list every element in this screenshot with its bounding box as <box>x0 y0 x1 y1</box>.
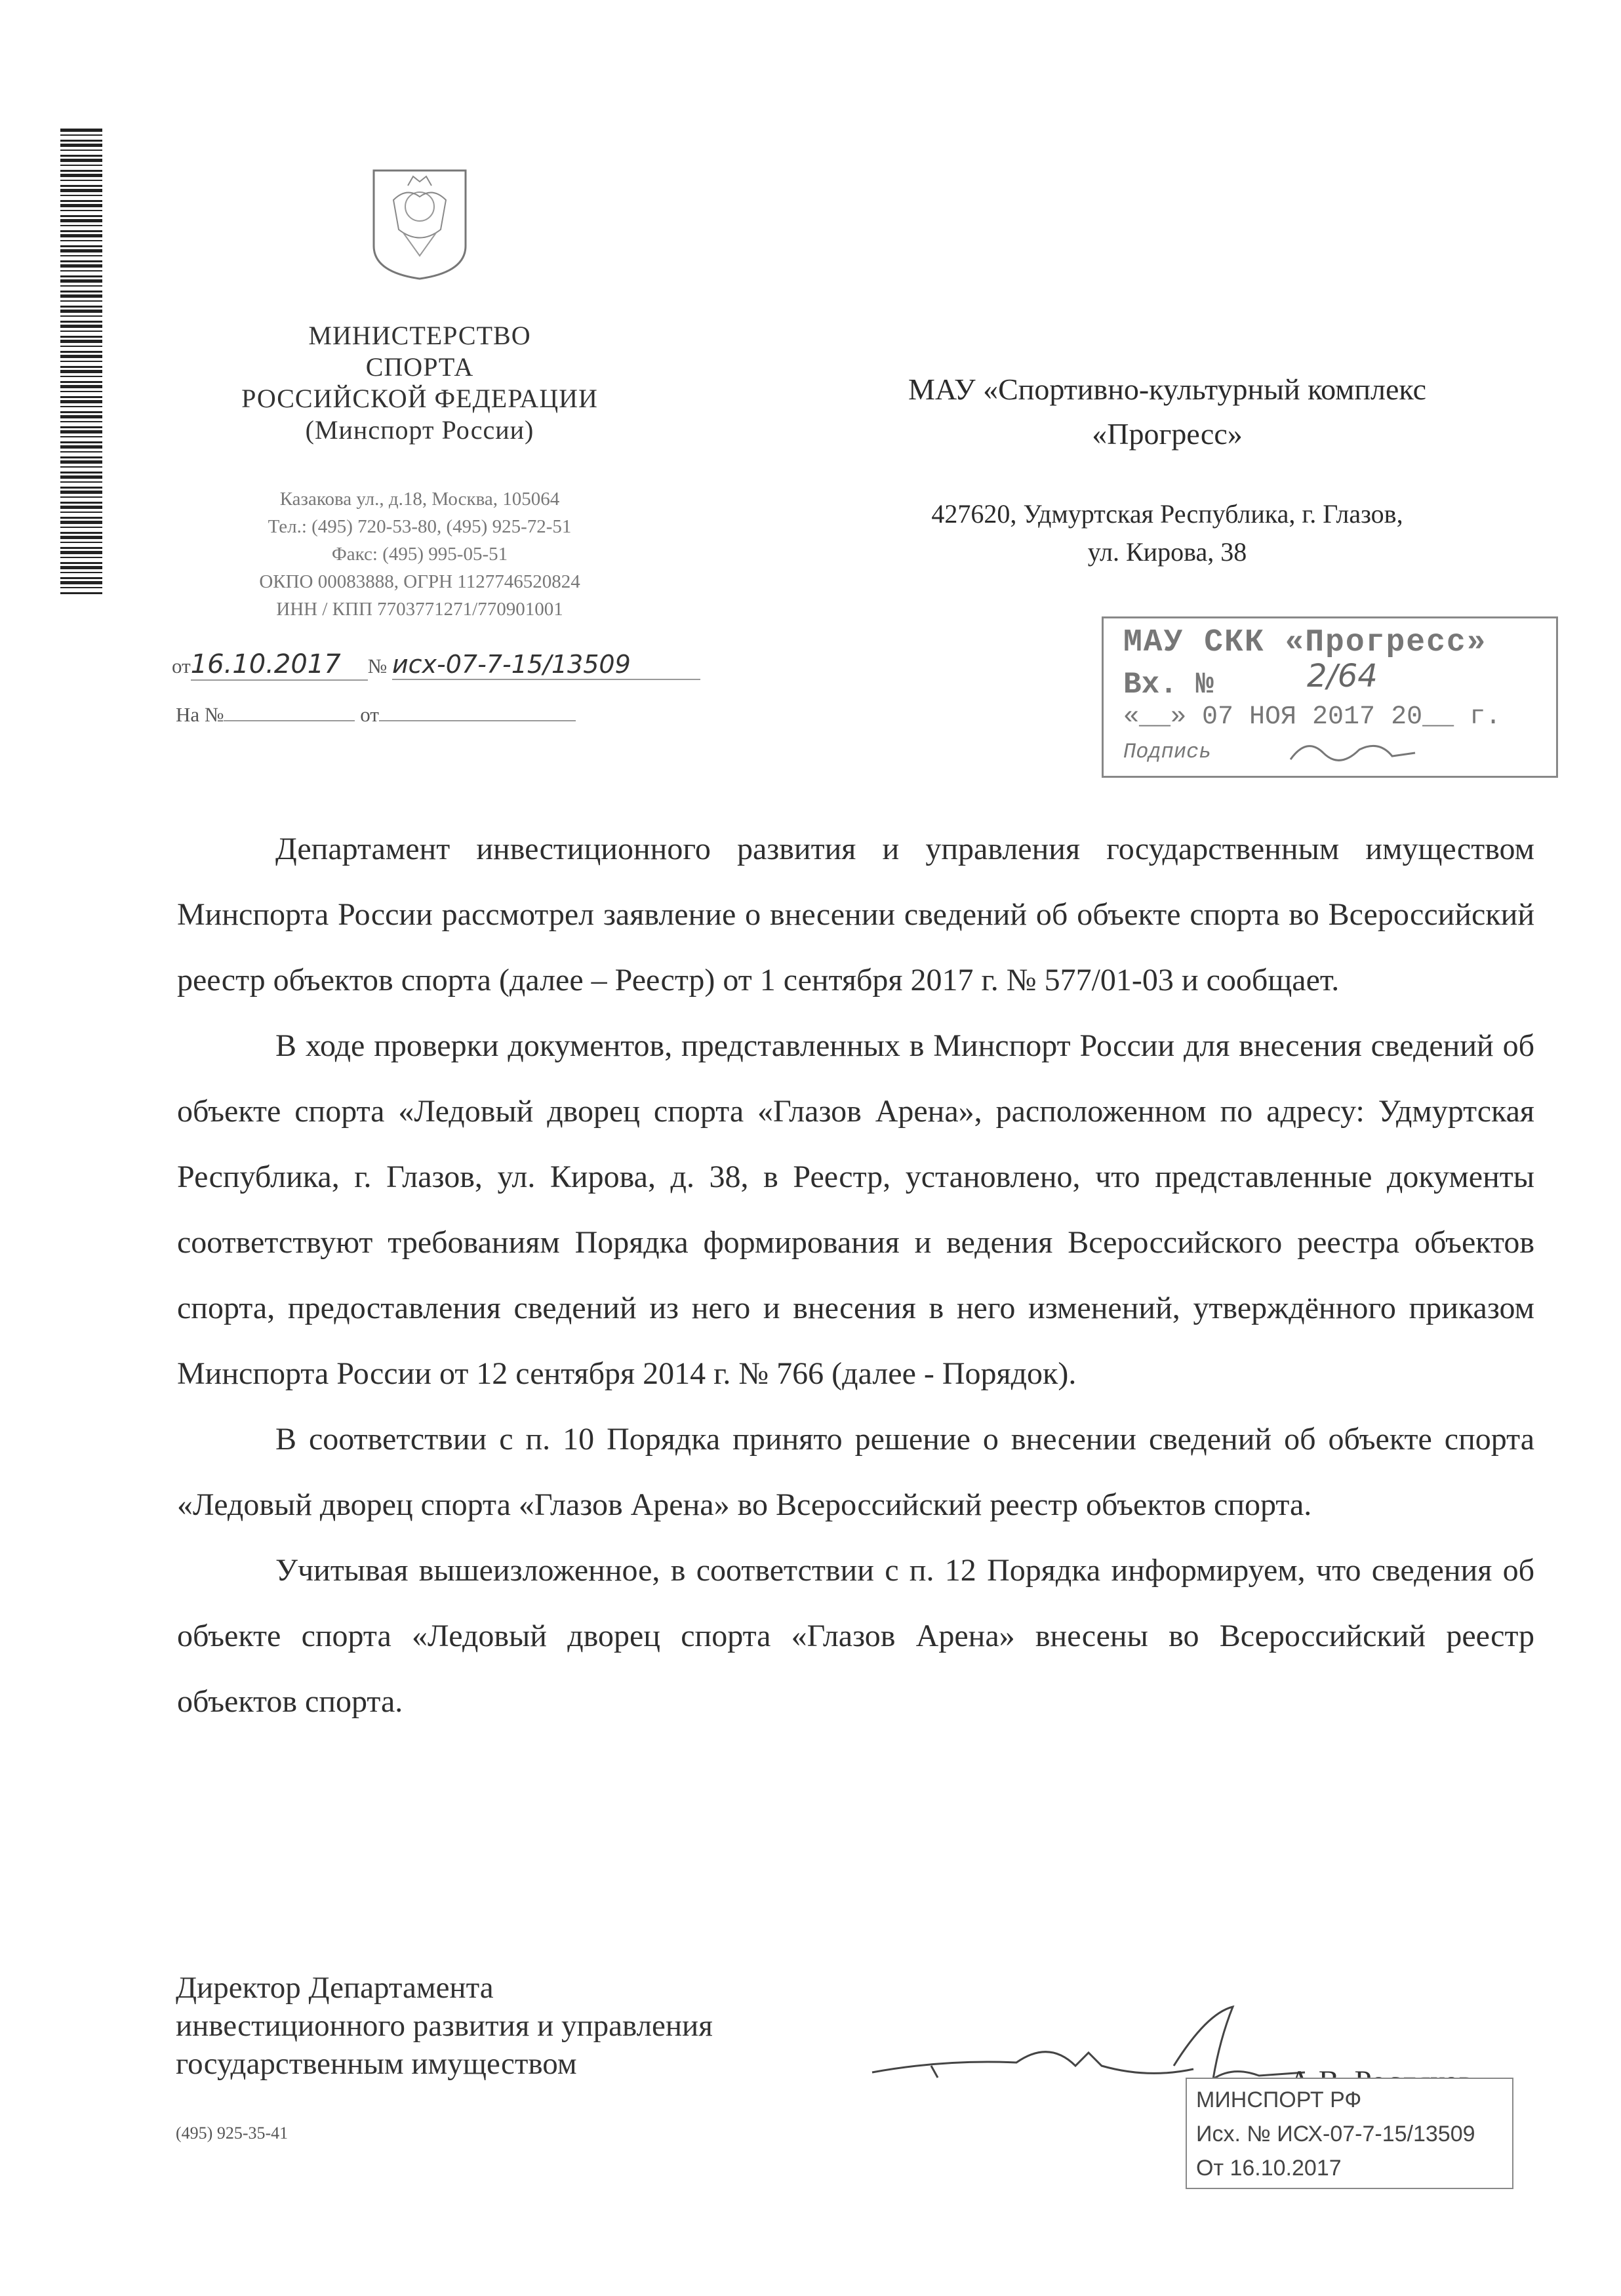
address-line: 427620, Удмуртская Республика, г. Глазов, <box>931 499 1403 529</box>
coat-of-arms-emblem <box>367 167 472 282</box>
contact-line: Факс: (495) 995-05-51 <box>331 544 508 565</box>
body-paragraph: Департамент инвестиционного развития и управления государственным имуществом Минспорта России рассмотрел заявление о внесении сведений об объекте спорта во Всероссийский реестр объектов спорта (далее – Реестр) от 1 сентября 2017 г. № 577/01-03 и сообщает. <box>177 832 1534 997</box>
ministry-contacts <box>157 485 682 623</box>
body-paragraph: В ходе проверки документов, представленных в Минспорт России для внесения сведений об объекте спорта «Ледовый дворец спорта «Глазов Арена», расположенном по адресу: Удмуртская Республика, г. Глазов, ул. Кирова, д. 38, в Реестр, установлено, что представленные документы соответствуют требованиям Порядка формирования и ведения Всероссийского реестра объектов спорта, предоставления сведений из него и внесения в него изменений, утверждённого приказом Минспорта России от 12 сентября 2014 г. № 766 (далее - Порядок). <box>177 1028 1534 1391</box>
ministry-line: РОССИЙСКОЙ ФЕДЕРАЦИИ <box>241 384 598 413</box>
ministry-line: (Минспорт России) <box>305 415 534 445</box>
reply-label: На № <box>176 703 224 726</box>
letter-body <box>177 816 1534 1735</box>
registration-line <box>172 649 700 681</box>
reg-no-label: № <box>367 655 388 677</box>
signatory-title-line: инвестиционного развития и управления <box>176 2009 713 2043</box>
signatory-title-line: Директор Департамента <box>176 1971 494 2005</box>
address-line: ул. Кирова, 38 <box>1087 537 1247 567</box>
reply-from-label: от <box>360 703 379 726</box>
contact-line: Тел.: (495) 720-53-80, (495) 925-72-51 <box>268 516 572 537</box>
reg-from-label: от <box>172 655 191 677</box>
ministry-name <box>170 320 669 446</box>
body-paragraph: Учитывая вышеизложенное, в соответствии с п. 12 Порядка информируем, что сведения об объекте спорта «Ледовый дворец спорта «Глазов Арена» внесены во Всероссийский реестр объектов спорта. <box>177 1553 1534 1719</box>
body-paragraph: В соответствии с п. 10 Порядка принято решение о внесении сведений об объекте спорта «Ледовый дворец спорта «Глазов Арена» во Всероссийский реестр объектов спорта. <box>177 1422 1534 1522</box>
stamp-title: МАУ СКК «Прогресс» <box>1123 625 1487 660</box>
stamp-vx-number: 2/64 <box>1307 658 1378 695</box>
stamp-date: «__» 07 НОЯ 2017 20__ г. <box>1123 702 1502 732</box>
ministry-line: МИНИСТЕРСТВО <box>308 321 531 350</box>
reg-number: исх-07-7-15/13509 <box>392 650 700 680</box>
signatory-title-line: государственным имуществом <box>176 2047 577 2081</box>
contact-line: ОКПО 00083888, ОГРН 1127746520824 <box>259 571 580 592</box>
outgoing-stamp <box>1186 2078 1513 2189</box>
outgoing-stamp-line: Исх. № ИСХ-07-7-15/13509 <box>1196 2122 1475 2146</box>
executor-phone: (495) 925-35-41 <box>176 2124 289 2143</box>
ministry-line: СПОРТА <box>365 352 474 382</box>
contact-line: ИНН / КПП 7703771271/770901001 <box>276 599 563 620</box>
recipient-line: МАУ «Спортивно-культурный комплекс <box>908 373 1427 406</box>
signatory-title <box>176 1969 897 2083</box>
reg-date: 16.10.2017 <box>191 649 368 681</box>
outgoing-stamp-line: МИНСПОРТ РФ <box>1196 2087 1362 2112</box>
recipient-name <box>813 367 1521 456</box>
recipient-line: «Прогресс» <box>1092 417 1243 451</box>
incoming-stamp <box>1102 616 1558 778</box>
outgoing-stamp-line: От 16.10.2017 <box>1196 2156 1342 2181</box>
reply-line <box>176 700 576 727</box>
recipient-address <box>826 495 1508 571</box>
stamp-vx-label: Вх. № <box>1123 668 1214 702</box>
contact-line: Казакова ул., д.18, Москва, 105064 <box>279 489 560 510</box>
stamp-signature-label: Подпись <box>1123 740 1212 764</box>
barcode <box>60 129 102 594</box>
stamp-signature-icon <box>1287 733 1418 769</box>
